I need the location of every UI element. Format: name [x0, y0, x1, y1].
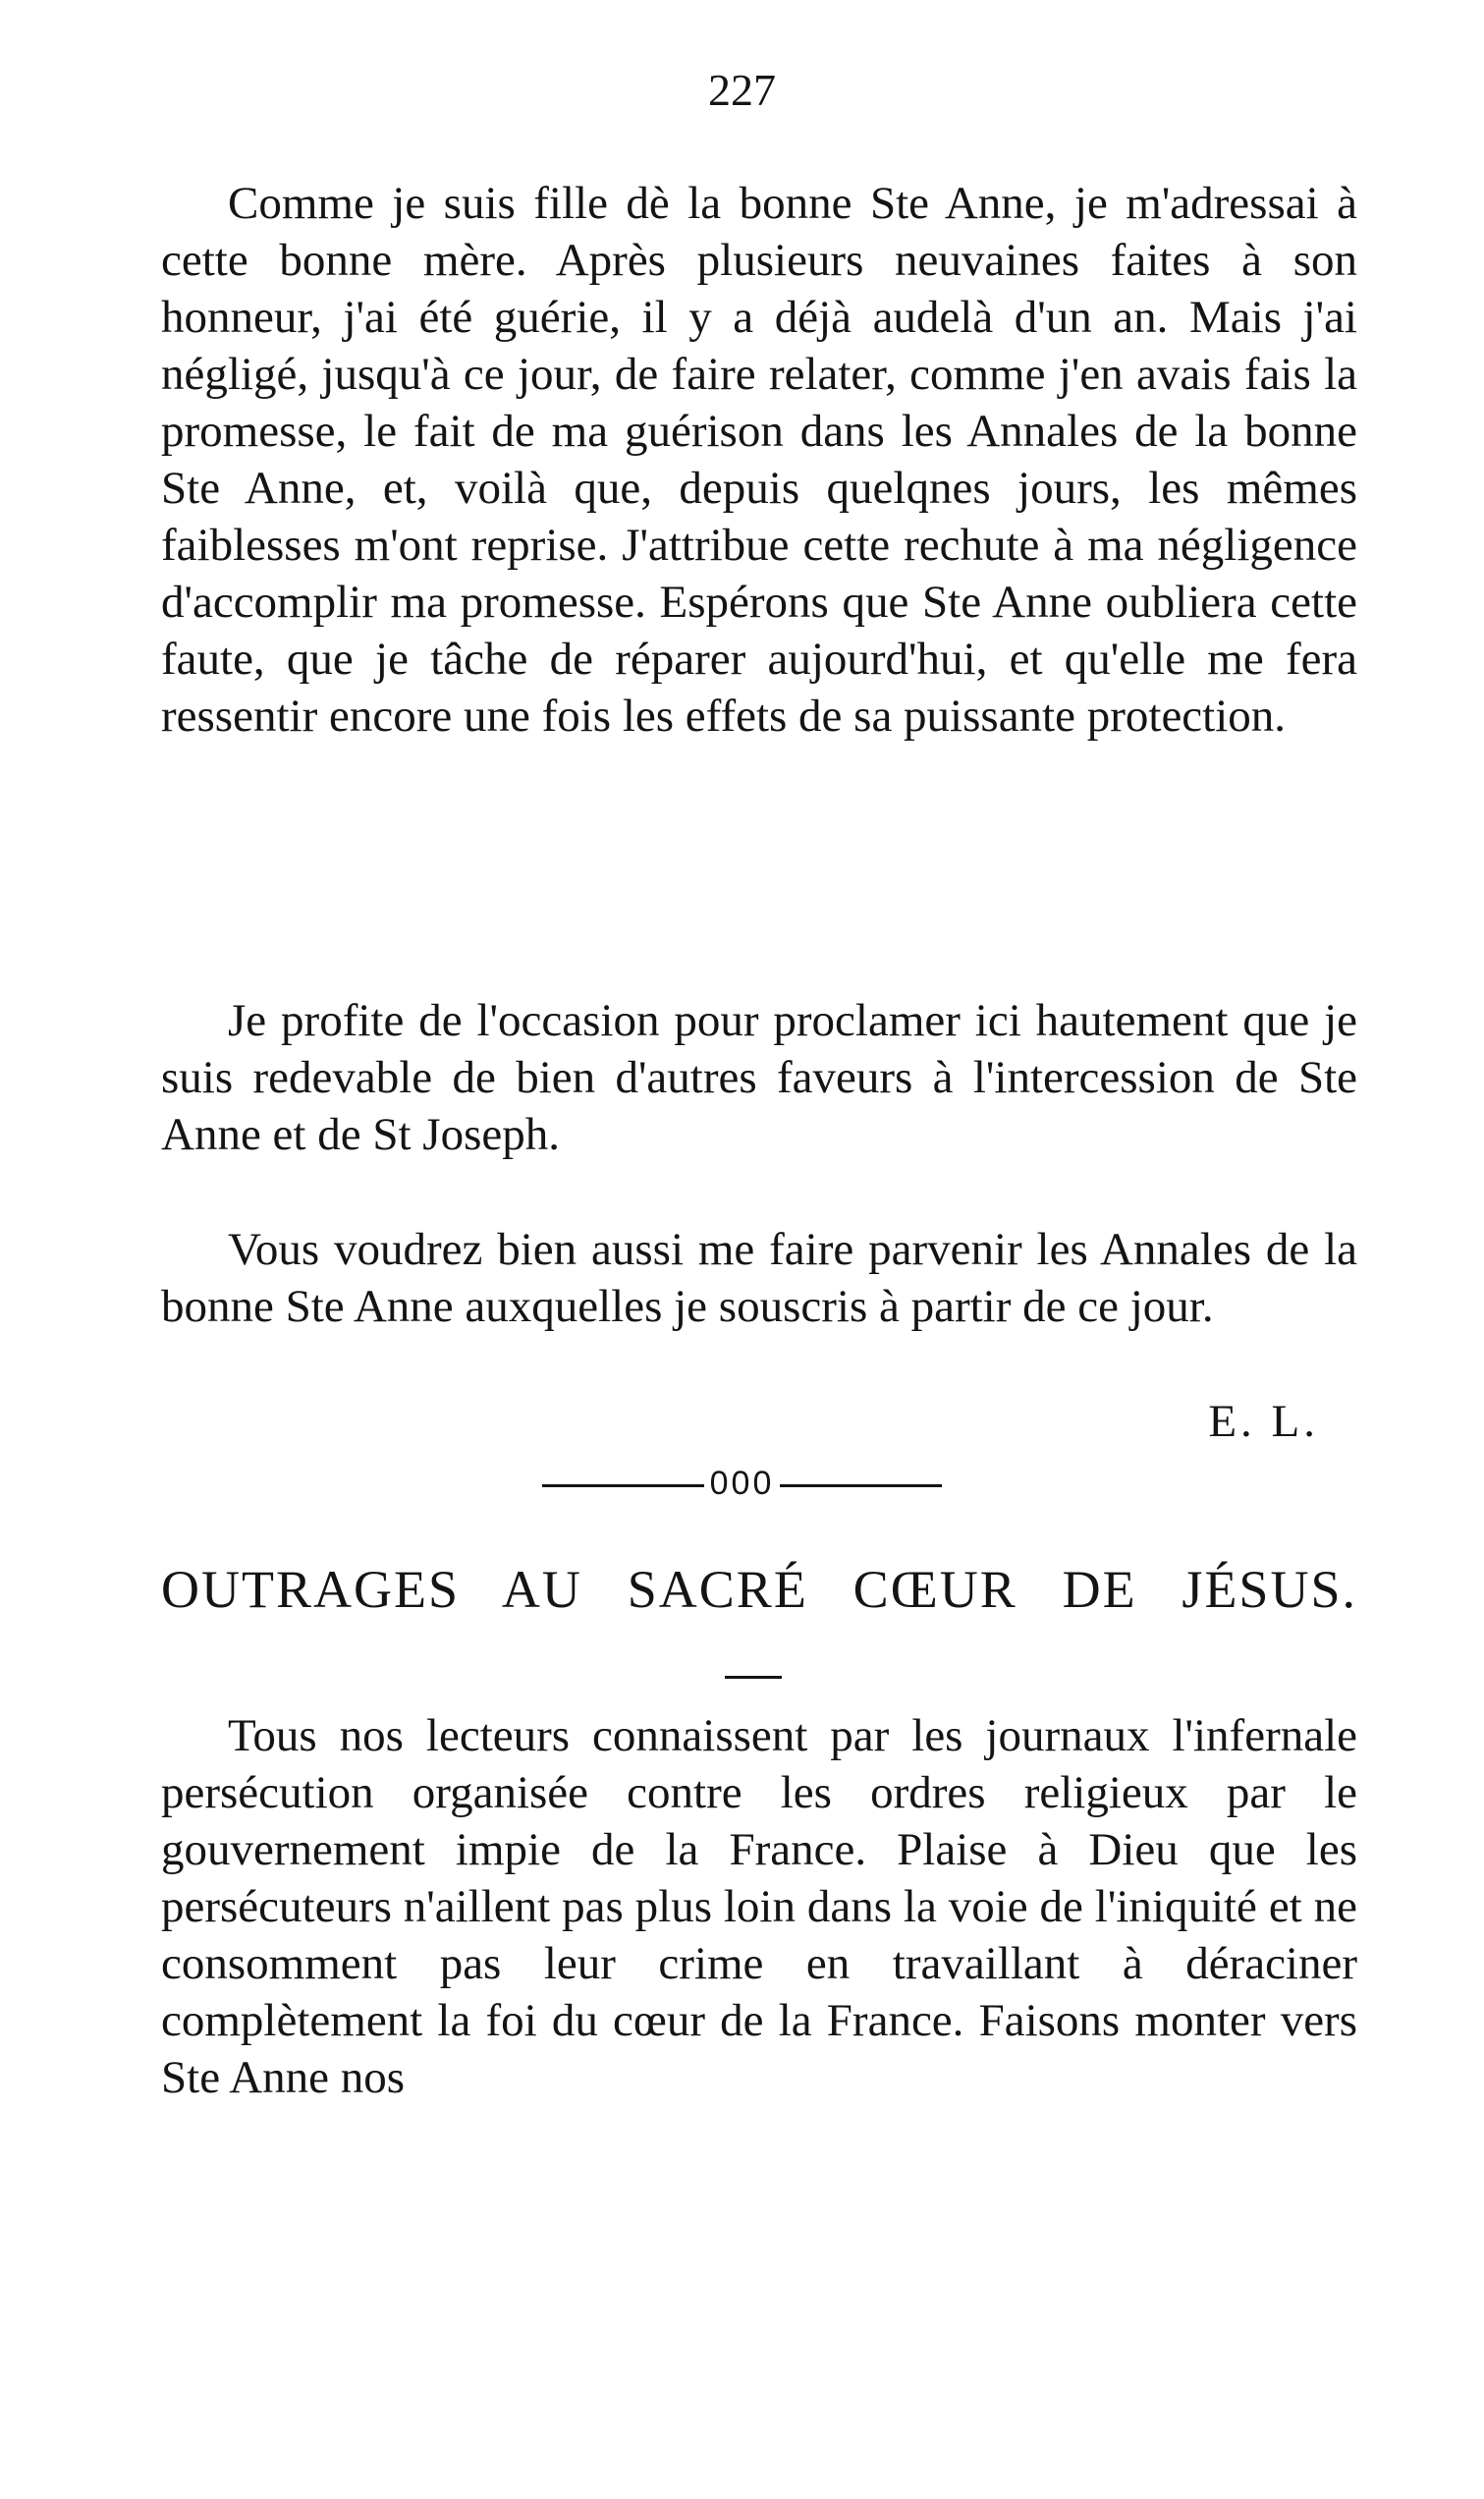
- section-separator: [0, 1462, 1484, 1505]
- section-body: [161, 1707, 1357, 2106]
- separator-rule-left: [542, 1484, 704, 1487]
- letter-body-2: [161, 992, 1357, 1163]
- paragraph-favours: Je profite de l'occasion pour proclamer ici hautement que je suis redevable de bien d'autres faveurs à l'intercession de Ste Anne et de St Joseph.: [161, 995, 1357, 1160]
- paragraph-healing-account: Comme je suis fille dè la bonne Ste Anne, je m'adressai à cette bonne mère. Après plusieurs neuvaines faites à son honneur, j'ai été guérie, il y a déjà audelà d'un an. Mais j'ai négligé, jusqu'à ce jour, de faire relater, comme j'en avais fais la promesse, le fait de ma guérison dans les Annales de la bonne Ste Anne, et, voilà que, depuis quelqnes jours, les mêmes faiblesses m'ont reprise. J'attribue cette rechute à ma négligence d'accomplir ma promesse. Espérons que Ste Anne oubliera cette faute, que je tâche de réparer aujourd'hui, et qu'elle me fera ressentir encore une fois les effets de sa puissante protection.: [161, 178, 1357, 742]
- separator-ornament: 000: [709, 1465, 775, 1502]
- page-number: 227: [708, 65, 776, 115]
- paragraph-subscription: Vous voudrez bien aussi me faire parvenir les Annales de la bonne Ste Anne auxquelles je souscris à partir de ce jour.: [161, 1224, 1357, 1332]
- section-heading: OUTRAGES AU SACRÉ CŒUR DE JÉSUS.: [161, 1560, 1357, 1619]
- separator-rule-right: [780, 1484, 942, 1487]
- heading-dash: [725, 1676, 782, 1679]
- letter-body-3: [161, 1221, 1357, 1335]
- letter-body-1: [161, 175, 1357, 745]
- signature-initials: E. L.: [1208, 1396, 1319, 1447]
- paragraph-persecution: Tous nos lecteurs connaissent par les journaux l'infernale persécution organisée contre les ordres religieux par le gouvernement impie de la France. Plaise à Dieu que les persécuteurs n'aillent pas plus loin dans la voie de l'iniquité et ne consomment pas leur crime en travaillant à déraciner complètement la foi du cœur de la France. Faisons monter vers Ste Anne nos: [161, 1710, 1357, 2103]
